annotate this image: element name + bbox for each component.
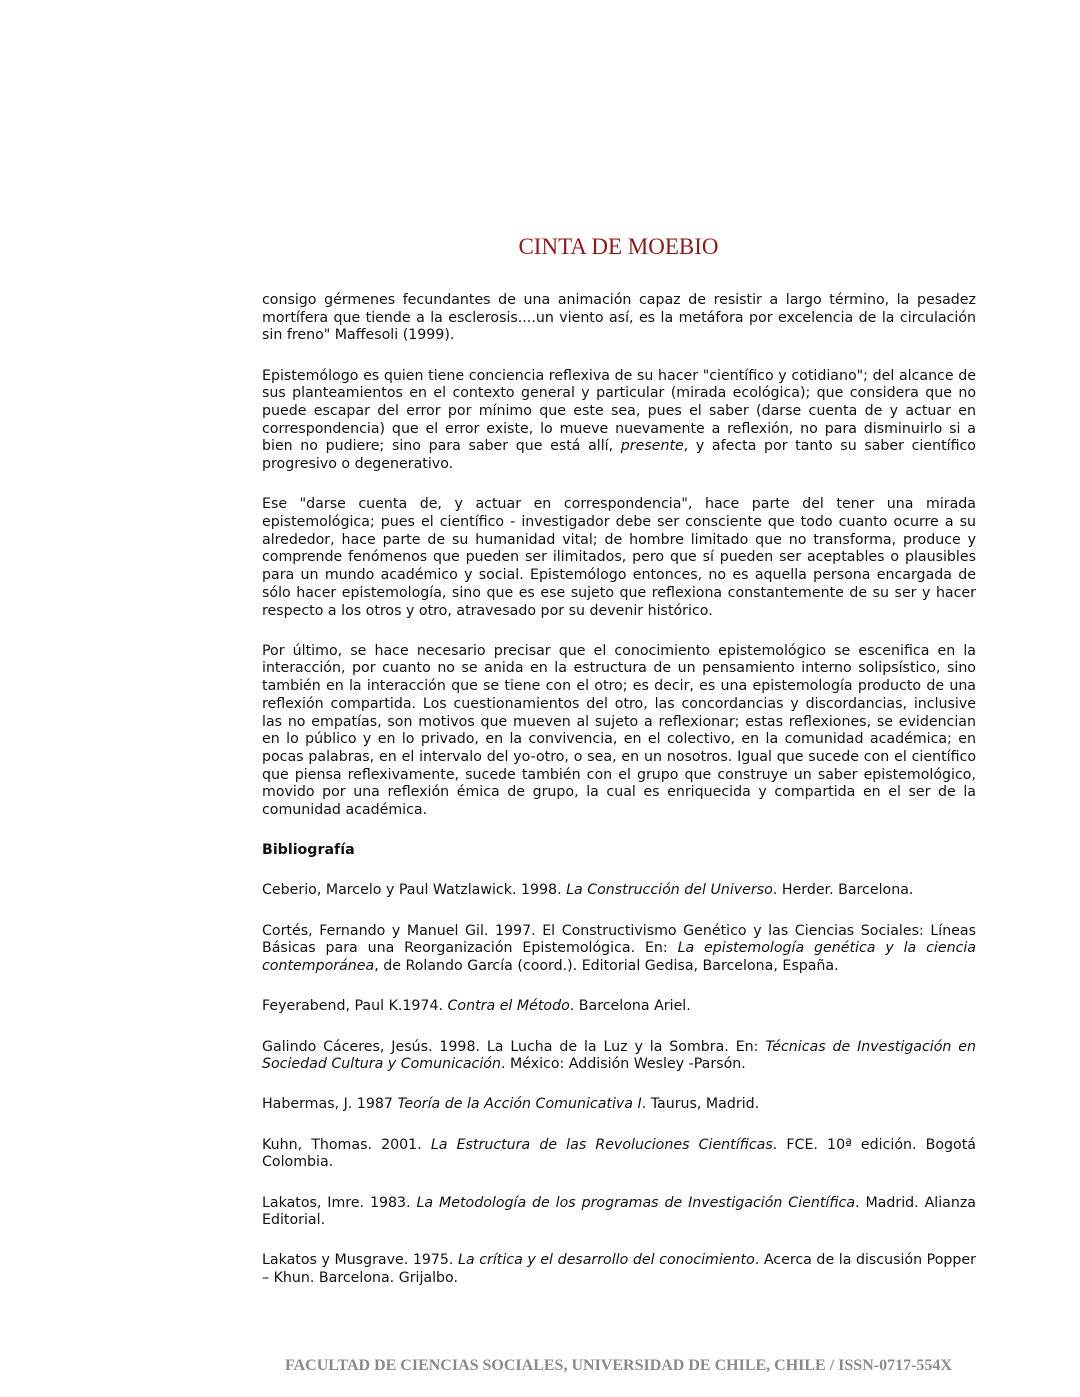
bibliography-entry — [262, 998, 976, 1016]
journal-title: CINTA DE MOEBIO — [518, 234, 719, 259]
bibliography-entry — [262, 882, 976, 900]
entry-author: Galindo Cáceres, Jesús. 1998. La Lucha de la Luz y la Sombra. En: — [262, 1038, 766, 1055]
page-footer: FACULTAD DE CIENCIAS SOCIALES, UNIVERSIDAD DE CHILE, CHILE / ISSN-0717-554X — [285, 1357, 952, 1374]
paragraph-text: Epistemólogo es quien tiene conciencia reflexiva de su hacer "científico y cotidiano"; del alcance de sus planteamientos en el contexto general y particular (mirada ecológica); que considera que no puede escapar del error por mínimo que este sea, pues el saber (darse cuenta de y actuar en correspondencia) que el error existe, lo mueve nuevamente a reflexión, no para disminuirlo si a bien no pudiere; sino para saber que está allí, — [262, 367, 976, 455]
entry-author: Habermas, J. 1987 — [262, 1096, 398, 1113]
emphasis-text: presente — [620, 438, 684, 455]
entry-title: Teoría de la Acción Comunicativa I — [397, 1096, 642, 1113]
entry-title: La Construcción del Universo — [566, 882, 773, 899]
bibliography-entry — [262, 1096, 976, 1114]
bibliography-entry — [262, 923, 976, 976]
entry-title: La Metodología de los programas de Investigación Científica — [416, 1194, 856, 1211]
paragraph — [262, 368, 976, 474]
entry-publisher: . Barcelona Ariel. — [569, 998, 691, 1015]
bibliography-entry — [262, 1195, 976, 1230]
bibliography-heading: Bibliografía — [262, 842, 355, 859]
entry-author: Kuhn, Thomas. 2001. — [262, 1136, 431, 1153]
entry-title: La Estructura de las Revoluciones Científicas — [430, 1136, 773, 1153]
entry-publisher: . FCE. 10ª edición. Bogotá Colombia. — [262, 1136, 976, 1171]
entry-author: Feyerabend, Paul K.1974. — [262, 998, 448, 1015]
entry-title: Contra el Método — [447, 998, 570, 1015]
entry-publisher: , de Rolando García (coord.). Editorial Gedisa, Barcelona, España. — [374, 958, 839, 975]
document-body — [262, 292, 976, 1310]
entry-title: Técnicas de Investigación en Sociedad Cultura y Comunicación — [262, 1038, 977, 1073]
entry-publisher: . Madrid. Alianza Editorial. — [262, 1194, 976, 1229]
entry-author: Lakatos, Imre. 1983. — [262, 1194, 417, 1211]
paragraph-text: , y afecta por tanto su saber científico progresivo o degenerativo. — [262, 438, 976, 473]
entry-author: Lakatos y Musgrave. 1975. — [262, 1252, 459, 1269]
entry-title: La epistemología genética y la ciencia contemporánea — [262, 940, 976, 975]
bibliography-entry — [262, 1252, 976, 1287]
entry-title: La crítica y el desarrollo del conocimiento — [458, 1252, 755, 1269]
entry-publisher: . México: Addisión Wesley -Parsón. — [500, 1056, 746, 1073]
entry-publisher: . Acerca de la discusión Popper – Khun. Barcelona. Grijalbo. — [262, 1252, 976, 1287]
entry-publisher: . Herder. Barcelona. — [772, 882, 914, 899]
paragraph: Por último, se hace necesario precisar que el conocimiento epistemológico se escenifica en la interacción, por cuanto no se anida en la estructura de un pensamiento interno solipsístico, sino también en la interacción que se tiene con el otro; es decir, es una epistemología producto de una reflexión compartida. Los cuestionamientos del otro, las concordancias y discordancias, inclusive las no empatías, son motivos que mueven al sujeto a reflexionar; estas reflexiones, se evidencian en lo público y en lo privado, en la convivencia, en el colectivo, en la comunidad académica; en pocas palabras, en el intervalo del yo-otro, o sea, en un nosotros. Igual que sucede con el científico que piensa reflexivamente, sucede también con el grupo que construye un saber epistemológico, movido por una reflexión émica de grupo, la cual es enriquecida y compartida en el ser de la comunidad académica. — [262, 642, 976, 819]
entry-author: Ceberio, Marcelo y Paul Watzlawick. 1998. — [262, 882, 567, 899]
entry-author: Cortés, Fernando y Manuel Gil. 1997. El Constructivismo Genético y las Ciencias Sociales: Líneas Básicas para una Reorganización Epistemológica. En: — [262, 922, 976, 957]
bibliography-entry — [262, 1039, 976, 1074]
bibliography-entry — [262, 1137, 976, 1172]
entry-publisher: . Taurus, Madrid. — [641, 1096, 760, 1113]
paragraph: consigo gérmenes fecundantes de una animación capaz de resistir a largo término, la pesadez mortífera que tiende a la esclerosis....un viento así, es la metáfora por excelencia de la circulación sin freno" Maffesoli (1999). — [262, 292, 976, 344]
paragraph: Ese "darse cuenta de, y actuar en correspondencia", hace parte del tener una mirada epistemológica; pues el científico - investigador debe ser consciente que todo cuanto ocurre a su alrededor, hace parte de su humanidad vital; de hombre limitado que no transforma, produce y comprende fenómenos que pueden ser ilimitados, pero que sí pueden ser aceptables o plausibles para un mundo académico y social. Epistemólogo entonces, no es aquella persona encargada de sólo hacer epistemología, sino que es ese sujeto que reflexiona constantemente de su ser y hacer respecto a los otros y otro, atravesado por su devenir histórico. — [262, 496, 976, 619]
